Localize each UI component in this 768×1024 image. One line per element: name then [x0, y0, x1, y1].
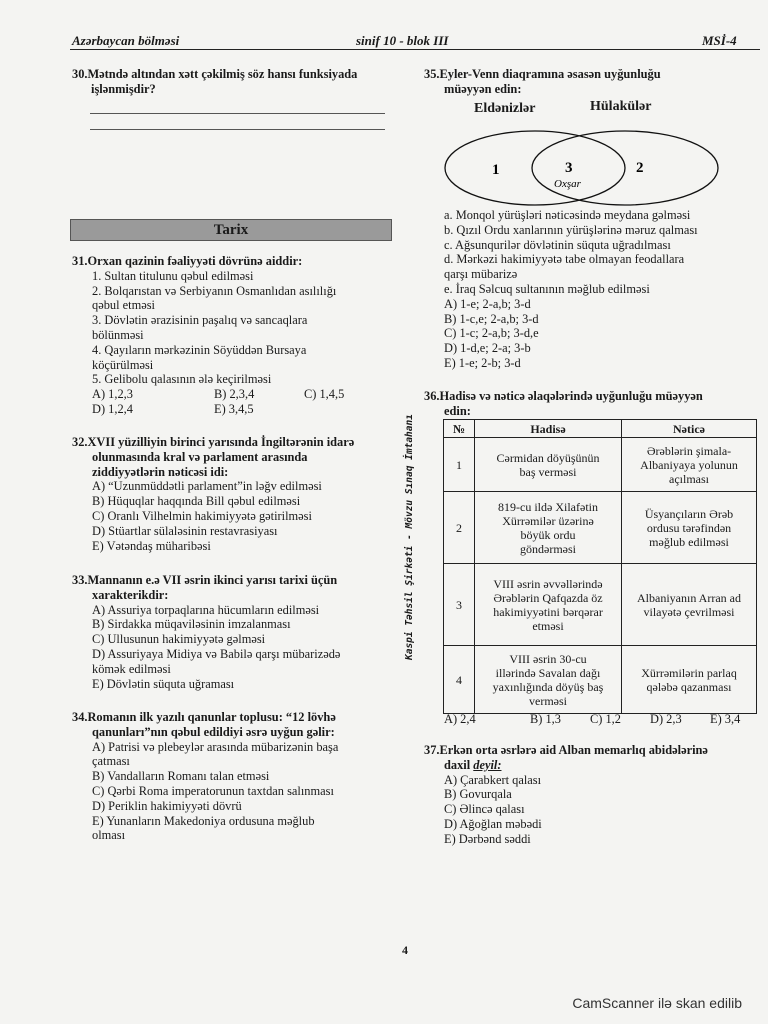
result-line: Albaniyanın Arran ad	[637, 590, 741, 605]
event-line: hakimiyyətini bərqərar	[493, 604, 603, 619]
result-line: Albaniyaya yolunun	[640, 457, 738, 472]
venn-region-3: 3	[565, 160, 573, 176]
q36-stem: edin:	[444, 403, 471, 418]
header-rule	[70, 49, 760, 50]
q34-option: B) Vandalların Romanı talan etməsi	[92, 769, 270, 784]
q35-option: B) 1-c,e; 2-a,b; 3-d	[444, 311, 539, 326]
q31-option: A) 1,2,3	[92, 387, 133, 402]
event-line: Ərəblərin Qafqazda öz	[493, 590, 603, 605]
q35-item: qarşı mübarizə	[444, 267, 518, 282]
venn-region-1: 1	[492, 162, 500, 178]
q33-option: E) Dövlətin süquta uğraması	[92, 676, 235, 691]
row-number: 4	[444, 646, 475, 714]
row-number: 1	[444, 438, 475, 492]
q35-item: b. Qızıl Ordu xanlarının yürüşlərinə məruz qalması	[444, 222, 698, 237]
q34-stem: 34.Romanın ilk yazılı qanunlar toplusu: “12 lövhə	[72, 710, 336, 724]
q31-item: 4. Qayıların mərkəzinin Söyüddən Bursaya	[92, 342, 307, 357]
q36-stem: 36.Hadisə və nəticə əlaqələrində uyğunluğu müəyyən	[424, 389, 703, 403]
event-line: verməsi	[529, 693, 567, 708]
q37-option: E) Dərbənd səddi	[444, 831, 531, 846]
q36-answers	[444, 712, 740, 727]
venn-center-label: Oxşar	[554, 178, 581, 190]
q32-option: A) “Uzunmüddətli parlament”in ləğv edilməsi	[92, 479, 322, 494]
event-line: yaxınlığında döyüş baş	[492, 679, 604, 694]
q35-item: d. Mərkəzi hakimiyyətə tabe olmayan feodallara	[444, 252, 685, 267]
vertical-publisher-text	[404, 330, 418, 660]
q33-stem: xarakterikdir:	[92, 587, 169, 602]
venn-left-circle	[445, 131, 625, 205]
col-header: Hadisə	[475, 420, 622, 438]
q33-option: D) Assuriyaya Midiya və Babilə qarşı mübarizədə	[92, 646, 341, 661]
col-header: №	[444, 420, 475, 438]
header-center: sinif 10 - blok III	[356, 33, 449, 48]
q32-stem: 32.XVII yüzilliyin birinci yarısında İngiltərənin idarə	[72, 435, 355, 449]
q37-stem: 37.Erkən orta əsrlərə aid Alban memarlıq abidələrinə	[424, 743, 708, 757]
q37-option: A) Çarabkert qalası	[444, 772, 542, 787]
q35-option: D) 1-d,e; 2-a; 3-b	[444, 341, 531, 356]
q36-option: A) 2,4	[444, 712, 476, 726]
q31-answers-row	[72, 402, 344, 417]
result-line: açılması	[669, 471, 709, 486]
result-line: Ərəblərin şimala-	[646, 443, 732, 458]
q33-option: C) Ullusunun hakimiyyətə gəlməsi	[92, 632, 266, 647]
q34-option: C) Qərbi Roma imperatorunun taxtdan salınması	[92, 783, 334, 798]
table-header-row	[444, 420, 757, 438]
q37-stem-emphasis: deyil:	[473, 757, 502, 772]
q30-stem-2: işlənmişdir?	[91, 81, 156, 96]
event-line: VIII əsrin əvvəllərində	[493, 576, 603, 591]
question-31	[72, 254, 344, 417]
event-cell	[475, 564, 622, 646]
q31-item: 5. Gelibolu qalasının ələ keçirilməsi	[92, 372, 272, 387]
question-36	[424, 389, 703, 419]
q34-option: E) Yunanların Makedoniya ordusuna məğlub	[92, 813, 315, 828]
result-line: məğlub edilməsi	[649, 534, 729, 549]
q31-answers-row	[72, 387, 344, 402]
q36-option: E) 3,4	[710, 712, 741, 726]
q37-stem-text: daxil	[444, 757, 474, 772]
result-cell	[622, 492, 757, 564]
event-line: 819-cu ildə Xilafətin	[498, 499, 598, 514]
result-line: vilayətə çevrilməsi	[643, 604, 735, 619]
question-37	[424, 743, 708, 847]
event-line: Cərmidan döyüşünün	[496, 450, 600, 465]
q34-option: D) Periklin hakimiyyəti dövrü	[92, 798, 242, 813]
q32-stem: ziddiyyətlərin nəticəsi idi:	[92, 464, 229, 479]
table-row	[444, 564, 757, 646]
q35-stem: 35.Eyler-Venn diaqramına əsasən uyğunluğu	[424, 67, 661, 81]
header-right: MSİ-4	[702, 33, 737, 48]
q37-option: C) Əlincə qalası	[444, 802, 525, 817]
q31-item: 2. Bolqarıstan və Serbiyanın Osmanlıdan asılılığı	[92, 283, 337, 298]
event-line: etməsi	[532, 618, 564, 633]
row-number: 2	[444, 492, 475, 564]
header-left: Azərbaycan bölməsi	[72, 33, 180, 48]
row-number: 3	[444, 564, 475, 646]
q33-option: A) Assuriya torpaqlarına hücumların edilməsi	[92, 602, 320, 617]
section-title: Tarix	[70, 219, 392, 241]
event-cell	[475, 492, 622, 564]
event-line: Xürrəmilər üzərinə	[502, 513, 594, 528]
table-row	[444, 492, 757, 564]
result-line: Üsyançıların Ərəb	[644, 506, 734, 521]
q32-stem: olunmasında kral və parlament arasında	[92, 449, 308, 464]
q35-item: c. Ağsunqurilər dövlətinin süquta uğradılması	[444, 237, 671, 252]
event-line: göndərməsi	[520, 541, 576, 556]
q31-item: 3. Dövlətin ərazisinin paşalıq və sancaqlara	[92, 313, 308, 328]
q35-item: a. Monqol yürüşləri nəticəsində meydana gəlməsi	[444, 208, 691, 222]
vertical-text: Kaspi Təhsil Şirkəti - Mövzu Sınaq İmtahanı	[404, 414, 415, 660]
question-32	[72, 435, 354, 553]
venn-left-label: Eldənizlər	[474, 101, 536, 116]
q32-option: D) Stüartlar sülaləsinin restavrasiyası	[92, 523, 278, 538]
result-cell	[622, 646, 757, 714]
q32-option: B) Hüquqlar haqqında Bill qəbul edilməsi	[92, 494, 301, 509]
table-row	[444, 646, 757, 714]
q33-option: kömək edilməsi	[92, 661, 171, 676]
event-line: baş verməsi	[519, 464, 577, 479]
q35-option: E) 1-e; 2-b; 3-d	[444, 355, 521, 370]
question-30	[72, 67, 357, 97]
question-35	[424, 67, 661, 97]
q35-item: e. İraq Səlcuq sultanının məğlub edilməsi	[444, 281, 650, 296]
q37-stem-line2	[424, 758, 708, 773]
q32-option: E) Vətəndaş müharibəsi	[92, 538, 211, 553]
result-cell	[622, 438, 757, 492]
q33-option: B) Sirdakka müqaviləsinin imzalanması	[92, 617, 291, 632]
result-line: ordusu tərəfindən	[646, 520, 732, 535]
q36-option: B) 1,3	[530, 712, 561, 726]
answer-line	[90, 129, 385, 130]
event-line: illərində Savalan dağı	[495, 665, 601, 680]
result-line: qələbə qazanması	[646, 679, 732, 694]
q31-option: D) 1,2,4	[92, 401, 133, 416]
q31-item: qəbul etməsi	[92, 298, 155, 313]
question-33	[72, 573, 340, 691]
question-34	[72, 710, 338, 843]
event-cell	[475, 438, 622, 492]
q36-option: D) 2,3	[650, 712, 682, 726]
q30-stem-1: 30.Mətndə altından xətt çəkilmiş söz hansı funksiyada	[72, 67, 358, 81]
q31-option: C) 1,4,5	[304, 387, 345, 402]
event-cell	[475, 646, 622, 714]
q34-option: olması	[92, 828, 126, 843]
venn-diagram	[440, 128, 740, 208]
q33-stem: 33.Mannanın e.ə VII əsrin ikinci yarısı tarixi üçün	[72, 573, 338, 587]
q35-option: C) 1-c; 2-a,b; 3-d,e	[444, 326, 539, 341]
q36-table	[443, 419, 757, 714]
q31-item: köçürülməsi	[92, 357, 154, 372]
page-number: 4	[402, 943, 408, 957]
col-header: Nəticə	[622, 420, 757, 438]
q34-option: A) Patrisi və plebeylər arasında mübarizənin başa	[92, 739, 339, 754]
result-cell	[622, 564, 757, 646]
venn-region-2: 2	[636, 160, 644, 176]
q31-item: bölünməsi	[92, 327, 144, 342]
q31-option: B) 2,3,4	[214, 387, 255, 402]
result-line: Xürrəmilərin parlaq	[641, 665, 737, 680]
table-row	[444, 438, 757, 492]
answer-line	[90, 113, 385, 114]
q31-stem: 31.Orxan qazinin fəaliyyəti dövrünə aiddir:	[72, 254, 303, 268]
q31-option: E) 3,4,5	[214, 401, 254, 416]
q35-items	[444, 208, 698, 371]
q35-option: A) 1-e; 2-a,b; 3-d	[444, 296, 531, 311]
event-line: böyük ordu	[520, 527, 576, 542]
q37-option: B) Govurqala	[444, 787, 512, 802]
q34-option: çatması	[92, 754, 130, 769]
q36-option: C) 1,2	[590, 712, 621, 726]
q31-item: 1. Sultan titulunu qəbul edilməsi	[92, 268, 254, 283]
q37-option: D) Ağoğlan məbədi	[444, 816, 542, 831]
venn-right-label: Hülakülər	[590, 99, 652, 114]
q32-option: C) Oranlı Vilhelmin hakimiyyətə gətirilməsi	[92, 508, 312, 523]
q35-stem: müəyyən edin:	[444, 81, 522, 96]
q34-stem: qanunları”nın qəbul edildiyi əsrə uyğun gəlir:	[92, 724, 335, 739]
scanner-watermark: CamScanner ilə skan edilib	[572, 995, 742, 1011]
event-line: VIII əsrin 30-cu	[509, 651, 587, 666]
